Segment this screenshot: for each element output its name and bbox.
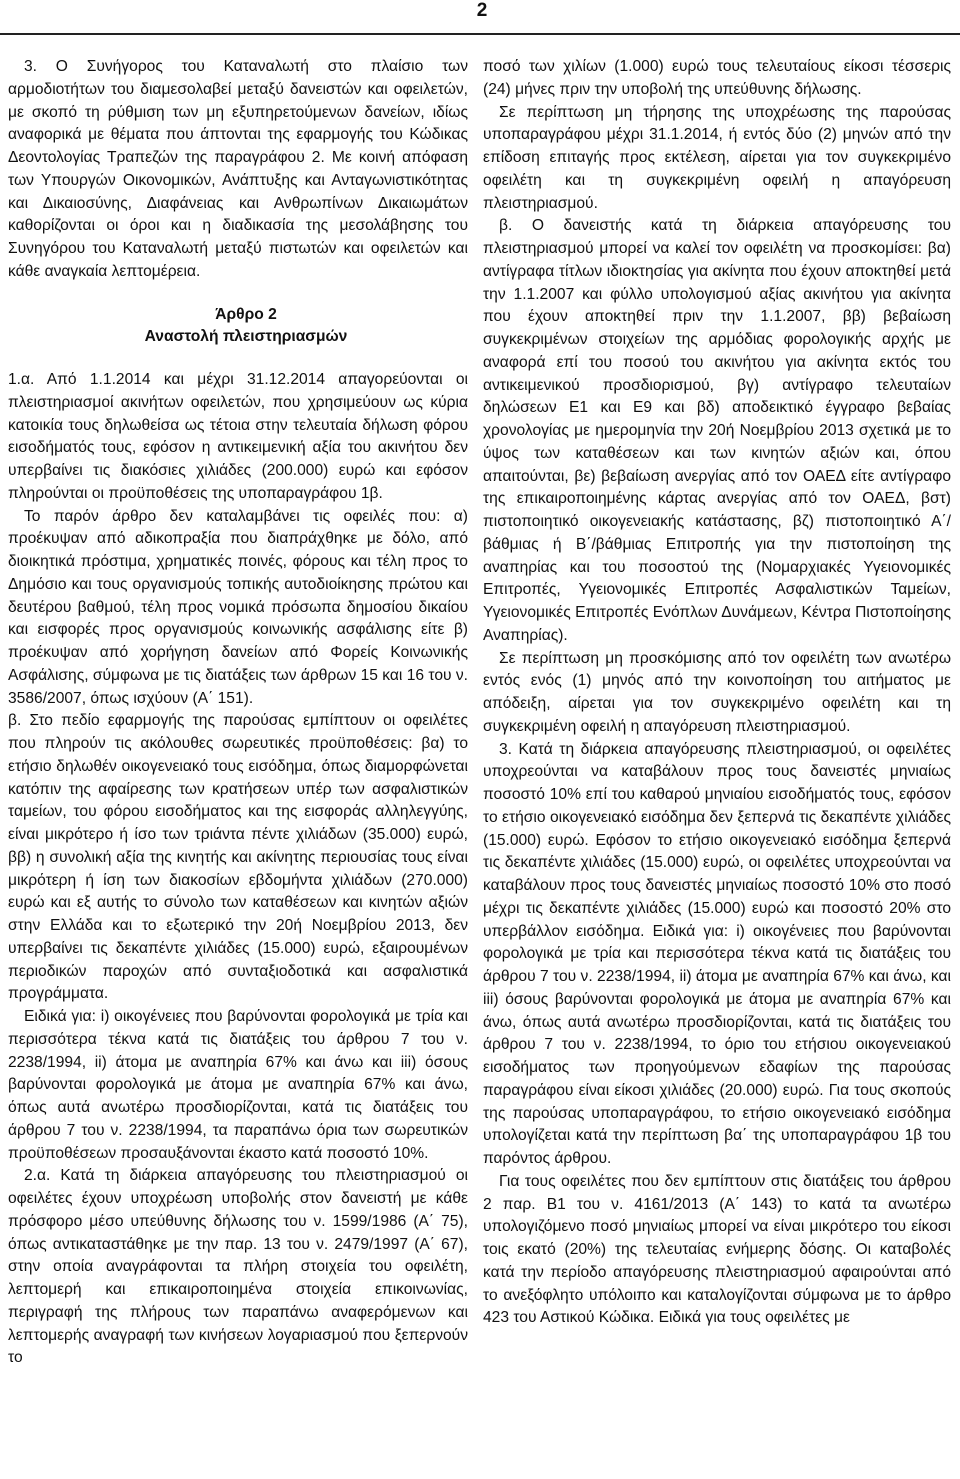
right-column: [483, 56, 951, 1330]
paragraph: ποσό των χιλίων (1.000) ευρώ τους τελευταίους είκοσι τέσσερις (24) μήνες πριν την υποβολή της υπεύθυνης δήλωσης.: [483, 58, 951, 98]
paragraph: Για τους οφειλέτες που δεν εμπίπτουν στις διατάξεις του άρθρου 2 παρ. Β1 του ν. 4161/2013 (Α΄ 143) το κατά τα ανωτέρω υπολογιζόμενο ποσό μηνιαίως μπορεί να είναι μικρότερο του είκοσι τοις εκατό (20%) της τελευταίας ενήμερης δόσης. Οι καταβολές κατά την περίοδο απαγόρευσης πλειστηριασμού αφαιρούνται από το ανεξόφλητο υπόλοιπο και καταλογίζονται σύμφωνα με το άρθρο 423 του Αστικού Κώδικα. Ειδικά για τους οφειλέτες με: [483, 1172, 951, 1327]
page-number: 2: [476, 0, 488, 21]
paragraph: Το παρόν άρθρο δεν καταλαμβάνει τις οφειλές που: α) προέκυψαν από αδικοπραξία που διαπράχθηκε με δόλο, από διοικητικά πρόστιμα, χρηματικές ποινές, φόρους και τέλη προς το Δημόσιο και τους οργανισμούς τοπικής αυτοδιοίκησης πρώτου και δευτέρου βαθμού, τέλη προς νομικά πρόσωπα δημοσίου δικαίου και εισφορές προς οργανισμούς κοινωνικής ασφάλισης είτε β) προέκυψαν από χορήγηση δανείων από Φορείς Κοινωνικής Ασφάλισης, σύμφωνα με τις διατάξεις των άρθρων 15 και 16 του ν. 3586/2007, όπως ισχύουν (Α΄ 151).: [8, 507, 468, 707]
paragraph: 3. Ο Συνήγορος του Καταναλωτή στο πλαίσιο των αρμοδιοτήτων του διαμεσολαβεί μεταξύ δανειστών και οφειλετών, με σκοπό τη ρύθμιση των μη εξυπηρετούμενων δανείων, ιδίως αναφορικά με θέματα που άπτονται της εφαρμογής του Κώδικας Δεοντολογίας Τραπεζών της παραγράφου 2. Με κοινή απόφαση των Υπουργών Οικονομικών, Ανάπτυξης και Ανταγωνιστικότητας και Δικαιοσύνης, Διαφάνειας και Ανθρωπίνων Δικαιωμάτων καθορίζονται οι όροι και η διαδικασία της μεσολάβησης του Συνηγόρου του Καταναλωτή μεταξύ πιστωτών και οφειλετών και κάθε αναγκαία λεπτομέρεια.: [8, 58, 468, 280]
paragraph: 3. Κατά τη διάρκεια απαγόρευσης πλειστηριασμού, οι οφειλέτες υποχρεούνται να καταβάλουν προς τους δανειστές μηνιαίως ποσοστό 10% επί του καθαρού μηνιαίου εισοδήματός τους, εφόσον το ετήσιο οικογενειακό εισόδημα δεν ξεπερνά τις δεκαπέντε χιλιάδες (15.000) ευρώ. Εφόσον το ετήσιο οικογενειακό εισόδημα ξεπερνά τις δεκαπέντε χιλιάδες (15.000) ευρώ, οι οφειλέτες υποχρεούνται να καταβάλουν προς τους δανειστές μηνιαίως ποσοστό 10% στο ποσό μέχρι τις δεκαπέντε χιλιάδες (15.000) ευρώ και ποσοστό 20% στο υπερβάλλον εισόδημα. Ειδικά για: i) οικογένειες που βαρύνονται φορολογικά με τρία και περισσότερα τέκνα κατά τις διατάξεις του άρθρου 7 του ν. 2238/1994, ii) άτομα με αναπηρία 67% και άνω, και iii) όσους βαρύνονται φορολογικά με άτομα με αναπηρία 67% και άνω, όπως αυτά ανωτέρω προσδιορίζονται, κατά τις διατάξεις του άρθρου 7 του ν. 2238/1994, το όριο του ετήσιου οικογενειακού εισοδήματος των προηγούμενων εδαφίων της παρούσας παραγράφου είναι είκοσι χιλιάδες (20.000) ευρώ. Για τους σκοπούς της παρούσας υποπαραγράφου, το ετήσιο οικογενειακό εισόδημα υπολογίζεται κατά την περίπτωση βα΄ της υποπαραγράφου 1β του παρόντος άρθρου.: [483, 740, 951, 1167]
paragraph: 2.α. Κατά τη διάρκεια απαγόρευσης του πλειστηριασμού οι οφειλέτες έχουν υποχρέωση υποβολής στον δανειστή με κάθε πρόσφορο μέσο υπεύθυνης δήλωσης του ν. 1599/1986 (Α΄ 75), όπως αντικαταστάθηκε με την παρ. 13 του ν. 2479/1997 (Α΄ 67), στην οποία αναγράφονται τα πλήρη στοιχεία του οφειλέτη, λεπτομερή και επικαιροποιημένα στοιχεία επικοινωνίας, περιγραφή της πλήρους των παραπάνω αναφερόμενων και λεπτομερής αναγραφή των κινήσεων λογαριασμού που ξεπερνούν το: [8, 1167, 468, 1367]
header-rule: [0, 33, 960, 35]
left-column: [8, 56, 468, 1370]
paragraph: Σε περίπτωση μη προσκόμισης από τον οφειλέτη των ανωτέρω εντός ενός (1) μηνός από την κοινοποίηση του αιτήματος με απόδειξη, αίρεται για τον συγκεκριμένο οφειλέτη και τη συγκεκριμένη οφειλή η απαγόρευση πλειστηριασμού.: [483, 649, 951, 735]
paragraph: β. Στο πεδίο εφαρμογής της παρούσας εμπίπτουν οι οφειλέτες που πληρούν τις ακόλουθες σωρευτικές προϋποθέσεις: βα) το ετήσιο δηλωθέν οικογενειακό τους εισόδημα, όπως διαμορφώνεται κατόπιν της αφαίρεσης των κρατήσεων υπέρ των ασφαλιστικών ταμείων, του φόρου εισοδήματος και της εισφοράς αλληλεγγύης, είναι μικρότερο ή ίσο των τριάντα πέντε χιλιάδων (35.000) ευρώ, ββ) η συνολική αξία της κινητής και ακίνητης περιουσίας τους είναι μικρότερη ή ίση των διακοσίων εβδομήντα χιλιάδων (270.000) ευρώ και εξ αυτής το σύνολο των καταθέσεων και κινητών αξιών στην Ελλάδα και το εξωτερικό την 20ή Νοεμβρίου 2013, δεν υπερβαίνει τις δεκαπέντε χιλιάδες (15.000) ευρώ, εξαιρουμένων περιοδικών παροχών από συνταξιοδοτικά και ασφαλιστικά προγράμματα.: [8, 712, 468, 1003]
paragraph: 1.α. Από 1.1.2014 και μέχρι 31.12.2014 απαγορεύονται οι πλειστηριασμοί ακινήτων οφειλετών, που χρησιμεύουν ως κύρια κατοικία τους δηλωθείσα ως τέτοια στην τελευταία δήλωση φόρου εισοδήματός τους, εφόσον η αντικειμενική αξία του ακινήτου δεν υπερβαίνει τις διακόσιες χιλιάδες (200.000) ευρώ και εφόσον πληρούνται οι προϋποθέσεις της υποπαραγράφου 1β.: [8, 371, 468, 502]
paragraph: β. Ο δανειστής κατά τη διάρκεια απαγόρευσης του πλειστηριασμού μπορεί να καλεί τον οφειλέτη να προσκομίσει: βα) αντίγραφα τίτλων ιδιοκτησίας για ακίνητα που έχουν αποκτηθεί μετά την 1.1.2007 και φύλλο υπολογισμού αξίας ακινήτου για ακίνητα που έχουν αποκτηθεί πριν την 1.1.2007, ββ) βεβαίωση συγκεκριμένων στοιχείων της αρμόδιας φορολογικής αρχής με αναφορά επί του ποσού του ακινήτου για ακίνητα εκτός του αντικειμενικού προσδιορισμού, βγ) αντίγραφο τελευταίων δηλώσεων Ε1 και Ε9 και βδ) αποδεικτικό έγγραφο βεβαίας χρονολογίας με ημερομηνία την 20ή Νοεμβρίου 2013 σχετικά με το ύψος των καταθέσεων και των κινητών αξιών και, όπου απαιτούνται, βε) βεβαίωση ανεργίας από τον ΟΑΕΔ είτε αντίγραφο της επικαιροποιημένης κάρτας ανεργίας από τον ΟΑΕΔ, βστ) πιστοποιητικό οικογενειακής κατάστασης, βζ) πιστοποιητικό Α΄/βάθμιας ή Β΄/βάθμιας Επιτροπής για την πιστοποίηση της αναπηρίας και του ποσοστού της (Νομαρχιακές Υγειονομικές Επιτροπές, Υγειονομικές Επιτροπές Ασφαλιστικών Ταμείων, Υγειονομικές Επιτροπές Ενόπλων Δυνάμεων, Κέντρα Πιστοποίησης Αναπηρίας).: [483, 217, 951, 644]
article-heading: Άρθρο 2: [215, 305, 277, 323]
article-title: Αναστολή πλειστηριασμών: [144, 328, 348, 346]
paragraph: Σε περίπτωση μη τήρησης της υποχρέωσης της παρούσας υποπαραγράφου μέχρι 31.1.2014, ή εντός δύο (2) μηνών από την επίδοση επιταγής προς εκτέλεση, αίρεται για τον συγκεκριμένο οφειλέτη και τη συγκεκριμένη οφειλή η απαγόρευση πλειστηριασμού.: [483, 103, 951, 212]
paragraph: Ειδικά για: i) οικογένειες που βαρύνονται φορολογικά με τρία και περισσότερα τέκνα κατά τις διατάξεις του άρθρου 7 του ν. 2238/1994, ii) άτομα με αναπηρία 67% και άνω και iii) όσους βαρύνονται φορολογικά με άτομα με αναπηρία 67% και άνω, όπως αυτά ανωτέρω προσδιορίζονται, κατά τις διατάξεις του άρθρου 7 του ν. 2238/1994, τα παραπάνω όρια των σωρευτικών προϋποθέσεων προσαυξάνονται έκαστο κατά ποσοστό 10%.: [8, 1008, 468, 1162]
